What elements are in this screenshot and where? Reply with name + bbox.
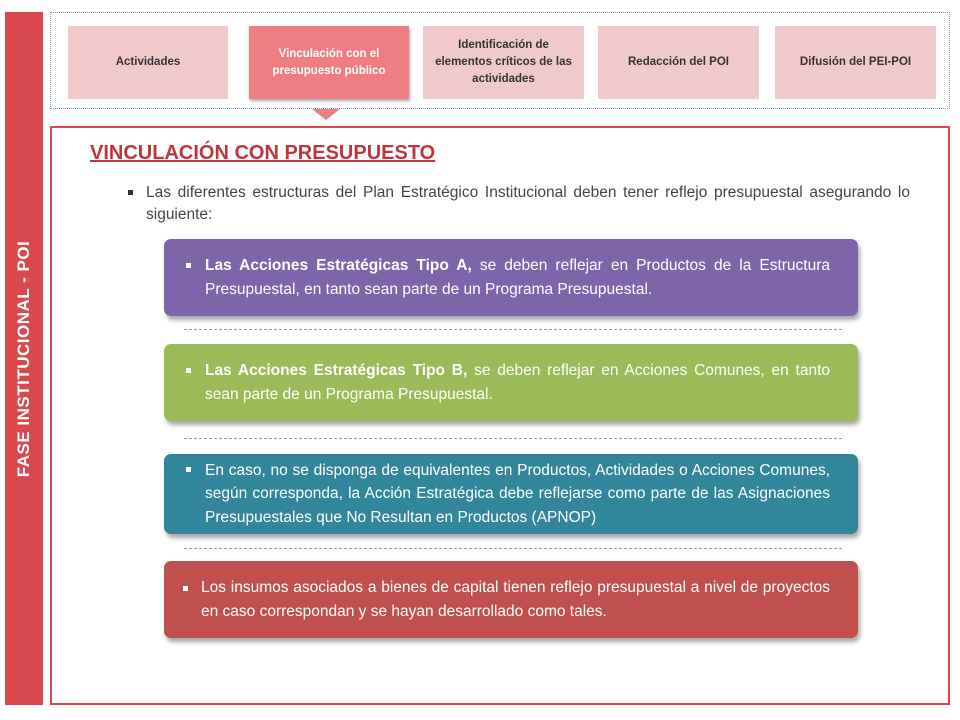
card-text: Los insumos asociados a bienes de capital tienen reflejo presupuestal a nivel de proyectos en caso correspondan y se hayan desarrollado como tales.	[201, 579, 830, 620]
intro-paragraph: Las diferentes estructuras del Plan Estratégico Institucional deben tener reflejo presupuestal asegurando lo siguiente:	[146, 184, 910, 224]
step-identificacion-elementos[interactable]	[423, 26, 584, 99]
card-bienes-capital	[164, 561, 858, 638]
process-steps-frame	[50, 12, 950, 109]
card-text: se deben reflejar en Productos de la Estructura Presupuestal, en tanto sean parte de un Programa Presupuestal.	[205, 257, 830, 298]
phase-sidebar-label: FASE INSTITUCIONAL - POI	[14, 240, 33, 477]
card-text: En caso, no se disponga de equivalentes en Productos, Actividades o Acciones Comunes, según corresponda, la Acción Estratégica debe reflejarse como parte de las Asignaciones Presupuestales que No Resultan en Productos (APNOP)	[205, 462, 830, 526]
section-title: VINCULACIÓN CON PRESUPUESTO	[90, 142, 436, 164]
card-text: se deben reflejar en Acciones Comunes, en tanto sean parte de un Programa Presupuestal.	[205, 362, 831, 403]
step-label: Difusión del PEI-POI	[799, 56, 912, 69]
bullet-square-icon	[128, 190, 133, 195]
bullet-square-icon	[186, 368, 191, 373]
step-label: Identificación de elementos críticos de las actividades	[435, 39, 572, 85]
card-bold-text: Las Acciones Estratégicas Tipo A,	[205, 257, 472, 275]
bullet-square-icon	[186, 467, 191, 472]
step-label: Redacción del POI	[628, 56, 729, 69]
card-acciones-tipo-a	[164, 239, 858, 316]
step-redaccion-poi[interactable]	[598, 26, 759, 99]
divider	[184, 329, 842, 330]
divider	[184, 548, 842, 549]
divider	[184, 438, 842, 439]
step-actividades[interactable]	[68, 26, 228, 99]
card-acciones-tipo-b	[164, 344, 858, 421]
step-difusion-pei-poi[interactable]	[775, 26, 936, 99]
step-vinculacion-presupuesto[interactable]	[249, 26, 409, 99]
card-bold-text: Las Acciones Estratégicas Tipo B,	[205, 362, 468, 380]
step-label: Actividades	[115, 56, 181, 69]
step-label: Vinculación con el presupuesto público	[272, 47, 386, 77]
card-apnop	[164, 454, 858, 534]
active-step-pointer-icon	[312, 109, 340, 120]
bullet-square-icon	[183, 586, 188, 591]
bullet-square-icon	[186, 263, 191, 268]
phase-sidebar	[5, 12, 43, 705]
